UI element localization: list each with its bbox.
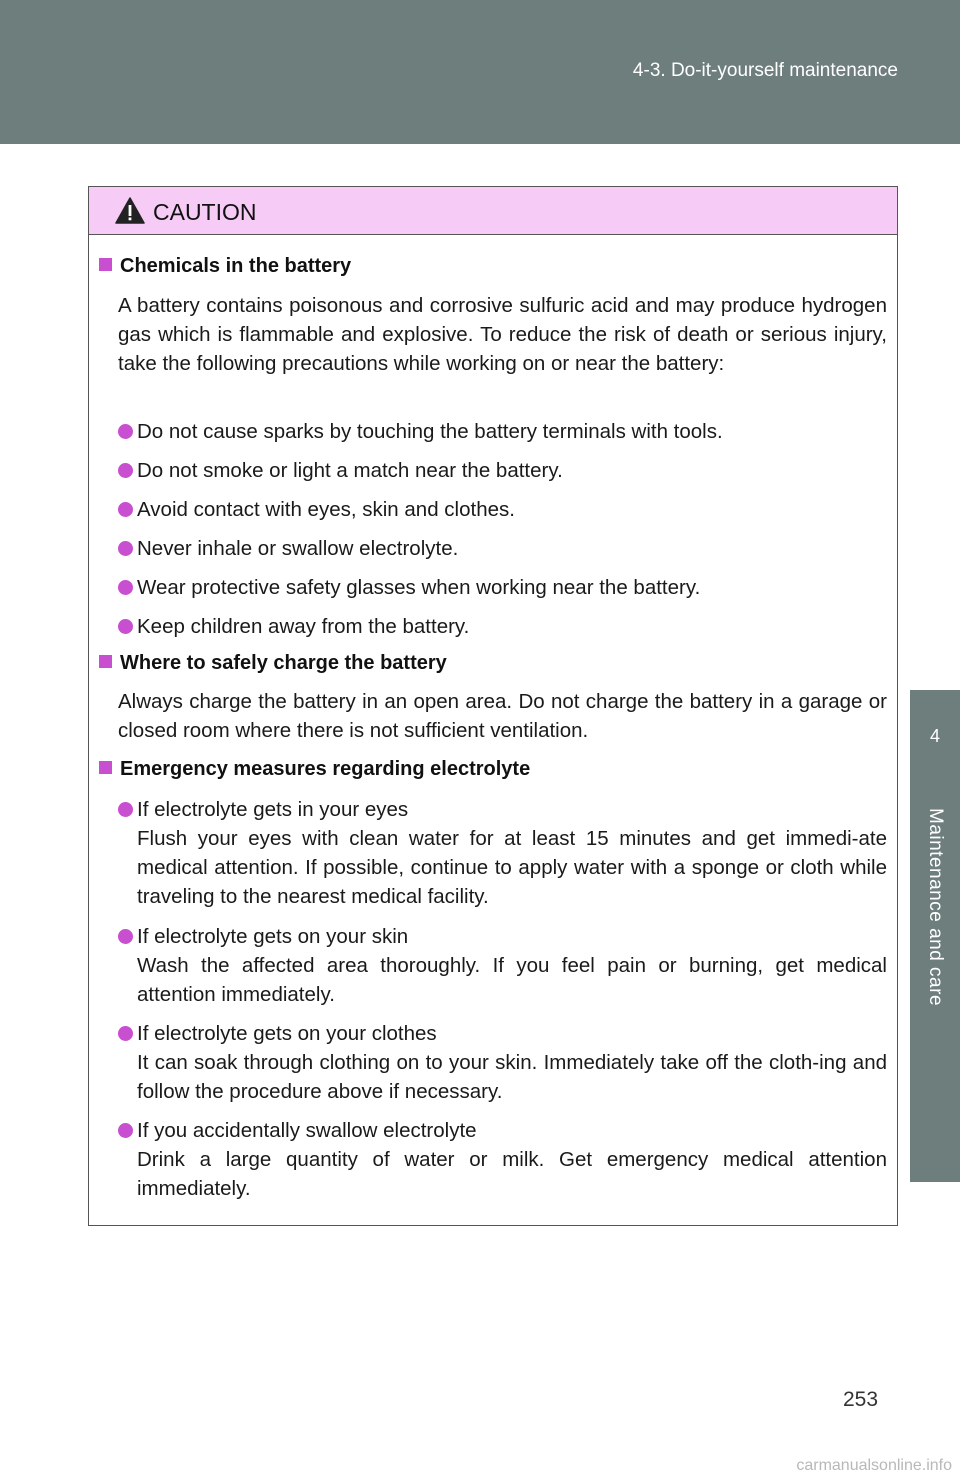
bullet-dot-icon [118, 463, 133, 478]
chapter-label: Maintenance and care [925, 808, 946, 1007]
bullet-dot-icon [118, 802, 133, 817]
bullet-dot-icon [118, 541, 133, 556]
list-item: Wear protective safety glasses when working near the battery. [118, 573, 887, 602]
chapter-number: 4 [929, 726, 940, 746]
chapter-tab [910, 144, 960, 1484]
caution-box [88, 186, 898, 1226]
page-number: 253 [843, 1388, 879, 1411]
caution-header [89, 187, 897, 235]
list-item: If you accidentally swallow electrolyte Drink a large quantity of water or milk. Get emergency medical attention immediately. [118, 1116, 887, 1203]
list-item: Keep children away from the battery. [118, 612, 887, 641]
bullet-dot-icon [118, 1026, 133, 1041]
list-item: If electrolyte gets in your eyes Flush your eyes with clean water for at least 15 minutes and get immedi-ate medical attention. If possible, continue to apply water with a sponge or cloth while traveling to the nearest medical facility. [118, 795, 887, 911]
section-heading: Chemicals in the battery [99, 255, 351, 278]
section-title: 4-3. Do-it-yourself maintenance [632, 60, 898, 81]
section-heading: Emergency measures regarding electrolyte [99, 758, 530, 781]
watermark: carmanualsonline.info [796, 1457, 952, 1474]
caution-title: CAUTION [153, 199, 257, 225]
section-heading: Where to safely charge the battery [99, 652, 447, 675]
list-item: Never inhale or swallow electrolyte. [118, 534, 887, 563]
warning-triangle-icon [115, 197, 145, 224]
list-item: Avoid contact with eyes, skin and clothes. [118, 495, 887, 524]
list-item: Do not cause sparks by touching the battery terminals with tools. [118, 417, 887, 446]
section-text: Always charge the battery in an open area. Do not charge the battery in a garage or closed room where there is not sufficient ventilation. [118, 690, 887, 742]
bullet-dot-icon [118, 424, 133, 439]
square-bullet-icon [99, 655, 112, 668]
bullet-dot-icon [118, 929, 133, 944]
bullet-dot-icon [118, 580, 133, 595]
square-bullet-icon [99, 258, 112, 271]
page-header [0, 0, 960, 144]
section-text: A battery contains poisonous and corrosive sulfuric acid and may produce hydrogen gas which is flammable and explosive. To reduce the risk of death or serious injury, take the following precautions while working on or near the battery: [118, 294, 887, 375]
bullet-dot-icon [118, 1123, 133, 1138]
square-bullet-icon [99, 761, 112, 774]
list-item: If electrolyte gets on your clothes It can soak through clothing on to your skin. Immediately take off the cloth-ing and follow the procedure above if necessary. [118, 1019, 887, 1106]
list-item: If electrolyte gets on your skin Wash the affected area thoroughly. If you feel pain or burning, get medical attention immediately. [118, 922, 887, 1009]
bullet-dot-icon [118, 619, 133, 634]
list-item: Do not smoke or light a match near the battery. [118, 456, 887, 485]
chapter-label-wrap [910, 808, 960, 1178]
bullet-dot-icon [118, 502, 133, 517]
